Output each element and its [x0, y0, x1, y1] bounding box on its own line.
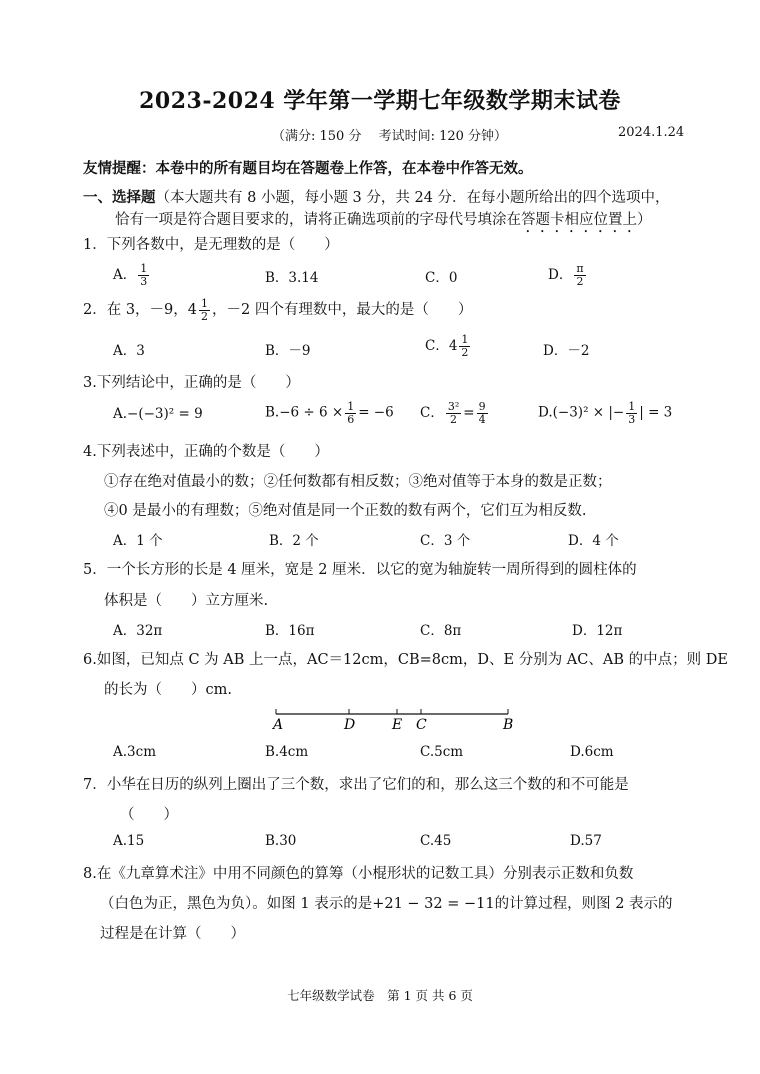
- exam-subtitle: （满分: 150 分 考试时间: 120 分钟）: [272, 129, 508, 144]
- q3-c-num1: 3²: [447, 400, 460, 414]
- section1-line2: [115, 208, 652, 236]
- q4-option-c: C．3 个: [420, 533, 471, 549]
- point-label-b: B: [503, 717, 514, 733]
- point-label-d: D: [344, 717, 356, 733]
- q5-option-b: B．16π: [265, 623, 315, 639]
- section1-intro-dotted: 答题卡相应位置上: [521, 212, 637, 228]
- q1-option-a: [113, 263, 151, 288]
- q3-b-a: B.−6 ÷ 6 ×: [265, 404, 344, 421]
- q7-option-a: A.15: [113, 833, 145, 849]
- q1-option-c: C．0: [425, 270, 458, 286]
- q4-option-d: D．4 个: [568, 533, 619, 549]
- q2-option-d: D．－2: [543, 343, 590, 359]
- q1-a-num: 1: [140, 262, 148, 276]
- q5-stem-line2: 体积是（ ）立方厘米.: [104, 593, 269, 609]
- q5-option-a: A．32π: [113, 623, 163, 639]
- q2-stem-b: ，－2 四个有理数中，最大的是（ ）: [212, 302, 473, 319]
- q6-option-b: B.4cm: [265, 744, 309, 760]
- q2-stem-den: 2: [201, 309, 209, 323]
- page-footer: 七年级数学试卷 第 1 页 共 6 页: [287, 988, 473, 1003]
- q2-stem: [83, 298, 472, 322]
- q3-c-eq: =: [463, 405, 475, 421]
- q2-stem-fraction: [199, 298, 210, 322]
- q3-c-fraction-2: [477, 401, 488, 425]
- q7-stem-line2: （ ）: [120, 807, 178, 823]
- q4-statement-line2: ④0 是最小的有理数；⑤绝对值是同一个正数的数有两个，它们互为相反数.: [104, 503, 587, 519]
- exam-title: 2023-2024 学年第一学期七年级数学期末试卷: [139, 88, 621, 114]
- q4-option-b: B．2 个: [269, 533, 319, 549]
- exam-date: 2024.1.24: [618, 125, 685, 140]
- point-label-a: A: [273, 717, 284, 733]
- notice: 友情提醒：本卷中的所有题目均在答题卷上作答，在本卷中作答无效。: [83, 160, 533, 177]
- q4-statement-line1: ①存在绝对值最小的数；②任何数都有相反数；③绝对值等于本身的数是正数；: [104, 474, 612, 490]
- q5-option-c: C．8π: [420, 623, 462, 639]
- q8-stem-line2: [100, 892, 673, 913]
- q7-option-b: B.30: [265, 833, 297, 849]
- q3-b-fraction: [345, 401, 356, 425]
- point-label-c: C: [416, 717, 427, 733]
- q3-d-fraction: [626, 401, 637, 425]
- section1-heading: 一、选择题: [83, 189, 156, 206]
- q7-option-d: D.57: [570, 833, 602, 849]
- q3-d-num: 1: [628, 400, 636, 413]
- q3-c-den2: 4: [478, 413, 486, 426]
- q1-d-fraction: [574, 263, 585, 287]
- q3-option-d: [538, 401, 672, 425]
- point-label-e: E: [392, 717, 403, 733]
- q5-option-d: D．12π: [572, 623, 623, 639]
- section1-intro-2b: ）: [637, 212, 652, 228]
- q2-c-num: 1: [461, 333, 469, 347]
- q7-stem-line1: 7．小华在日历的纵列上圈出了三个数，求出了它们的和，那么这三个数的和不可能是: [83, 777, 629, 793]
- q4-option-a: A．1 个: [113, 533, 163, 549]
- section1-line1: [83, 186, 670, 207]
- q6-stem-line1: 6.如图，已知点 C 为 AB 上一点，AC＝12cm，CB=8cm，D、E 分别为 AC、AB 的中点；则 DE: [83, 652, 728, 668]
- q1-a-label: A．: [113, 267, 137, 283]
- q3-b-b: = −6: [358, 404, 394, 421]
- q3-stem: 3.下列结论中，正确的是（ ）: [83, 375, 300, 391]
- q3-option-b: [265, 401, 394, 425]
- q3-c-label: C．: [420, 405, 444, 421]
- q4-stem: 4.下列表述中，正确的个数是（ ）: [83, 444, 329, 460]
- q3-d-den: 3: [628, 412, 636, 426]
- segment-diagram: [262, 706, 522, 736]
- q3-d-b: | = 3: [639, 404, 673, 421]
- q8-stem-line3: 过程是在计算（ ）: [100, 926, 245, 942]
- q8-stem-line1: 8.在《九章算术注》中用不同颜色的算筹（小棍形状的记数工具）分别表示正数和负数: [83, 866, 634, 882]
- q2-option-b: B．－9: [265, 343, 311, 359]
- q3-c-fraction-1: [446, 401, 461, 425]
- q1-d-num: π: [576, 262, 584, 276]
- q5-stem-line1: 5．一个长方形的长是 4 厘米，宽是 2 厘米．以它的宽为轴旋转一周所得到的圆柱体的: [83, 562, 637, 578]
- q1-a-fraction: [138, 263, 149, 287]
- q3-option-a: A.−(−3)² = 9: [113, 406, 203, 422]
- q2-stem-num: 1: [201, 297, 209, 310]
- q3-c-den1: 2: [450, 413, 458, 426]
- q8-line2-a: （白色为正，黑色为负）。如图 1 表示的是: [100, 896, 373, 912]
- q6-option-d: D.6cm: [570, 744, 614, 760]
- q3-d-a: D.(−3)² × |−: [538, 404, 625, 421]
- q8-line2-b: 的计算过程，则图 2 表示的: [494, 896, 673, 912]
- q2-option-a: A．3: [113, 343, 145, 359]
- q3-b-num: 1: [347, 400, 355, 413]
- section1-intro-2a: 恰有一项是符合题目要求的，请将正确选项前的字母代号填涂在: [115, 212, 521, 228]
- q1-option-b: B．3.14: [265, 270, 319, 286]
- q1-d-label: D．: [548, 267, 573, 283]
- q2-c-fraction: [459, 334, 470, 358]
- q3-c-num2: 9: [478, 400, 486, 414]
- q1-stem: 1．下列各数中，是无理数的是（ ）: [83, 237, 339, 253]
- q3-b-den: 6: [347, 412, 355, 426]
- q1-option-d: [548, 263, 588, 288]
- q2-c-label: C．4: [425, 338, 458, 354]
- q1-d-den: 2: [576, 275, 584, 288]
- q2-c-den: 2: [461, 346, 469, 359]
- q7-option-c: C.45: [420, 833, 452, 849]
- q2-option-c: [425, 334, 472, 359]
- q3-option-c: [420, 401, 490, 426]
- q6-stem-line2: 的长为（ ）cm.: [104, 682, 232, 698]
- q6-option-a: A.3cm: [113, 744, 156, 760]
- section1-intro: （本大题共有 8 小题，每小题 3 分，共 24 分．在每小题所给出的四个选项中，: [155, 190, 670, 206]
- q2-stem-a: 2．在 3，－9，4: [83, 302, 198, 319]
- q6-option-c: C.5cm: [420, 744, 464, 760]
- q8-expression: +21 − 32 = −11: [372, 896, 495, 912]
- q1-a-den: 3: [140, 275, 148, 288]
